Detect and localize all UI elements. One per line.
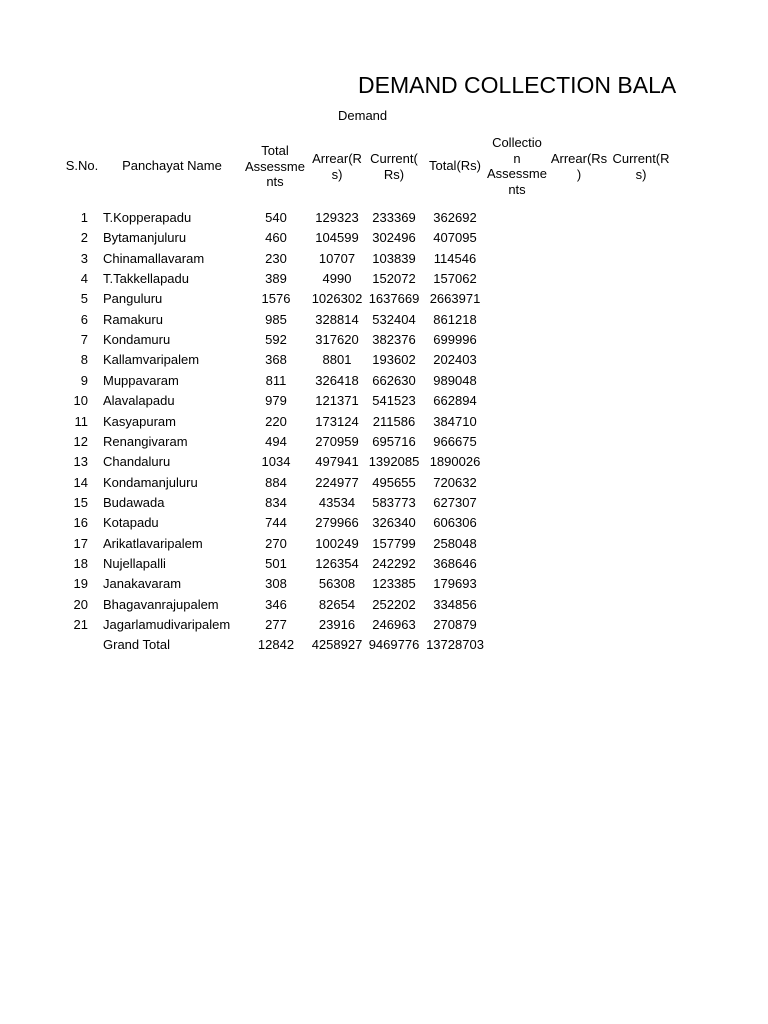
cell-total-assessments: 220 <box>265 413 287 429</box>
cell-sno: 21 <box>73 617 88 632</box>
cell-total: 270879 <box>433 617 477 632</box>
cell-sno: 11 <box>74 413 88 429</box>
cell-total: 699996 <box>433 332 477 348</box>
cell-panchayat-name: Budawada <box>103 494 165 510</box>
cell-current: 1392085 <box>368 454 420 470</box>
cell-sno: 12 <box>73 433 88 449</box>
cell-total: 258048 <box>433 535 477 551</box>
cell-total: 606306 <box>433 515 477 531</box>
cell-total-assessments: 389 <box>265 271 287 287</box>
cell-panchayat-name: Kasyapuram <box>103 413 176 429</box>
cell-total-assessments: 884 <box>265 474 287 490</box>
cell-total-assessments: 744 <box>265 515 287 531</box>
cell-panchayat-name: Alavalapadu <box>103 393 175 409</box>
cell-total: 179693 <box>433 576 477 592</box>
cell-arrear: 126354 <box>315 555 359 571</box>
cell-arrear: 224977 <box>315 474 359 490</box>
cell-sno: 7 <box>80 332 88 348</box>
cell-total-assessments: 230 <box>265 250 287 266</box>
cell-total: 662894 <box>433 393 477 409</box>
cell-sno: 18 <box>73 555 88 571</box>
header-collection-assessments: Collectio n Assessme nts <box>487 135 547 197</box>
cell-total-assessments: 540 <box>265 210 287 225</box>
cell-panchayat-name: Bytamanjuluru <box>103 230 187 246</box>
grand-total-arrear: 4258927 <box>311 637 363 653</box>
cell-panchayat-name: Janakavaram <box>103 576 182 592</box>
grand-total-label: Grand Total <box>103 637 170 653</box>
cell-total-assessments: 368 <box>265 352 287 368</box>
cell-arrear: 497941 <box>315 454 359 470</box>
cell-sno: 15 <box>73 494 88 510</box>
cell-sno: 20 <box>73 596 88 612</box>
cell-total-assessments: 494 <box>265 433 287 449</box>
cell-total: 334856 <box>433 596 477 612</box>
cell-panchayat-name: Nujellapalli <box>103 555 166 571</box>
header-total-assessments: Total Assessme nts <box>245 143 305 189</box>
cell-total: 407095 <box>433 230 477 246</box>
header-collection-arrear: Arrear(Rs ) <box>550 151 608 182</box>
cell-current: 152072 <box>372 271 416 287</box>
cell-total-assessments: 308 <box>265 576 287 592</box>
cell-total: 966675 <box>433 433 477 449</box>
cell-arrear: 326418 <box>315 372 359 388</box>
cell-total-assessments: 834 <box>265 494 287 510</box>
cell-panchayat-name: T.Kopperapadu <box>103 210 192 225</box>
cell-arrear: 121371 <box>315 393 359 409</box>
cell-total-assessments: 270 <box>265 535 287 551</box>
cell-sno: 2 <box>80 230 88 246</box>
cell-total-assessments: 979 <box>265 393 287 409</box>
cell-panchayat-name: Panguluru <box>103 291 163 307</box>
cell-arrear: 43534 <box>318 494 356 510</box>
cell-sno: 13 <box>73 454 88 470</box>
cell-arrear: 328814 <box>315 311 359 327</box>
cell-arrear: 104599 <box>315 230 359 246</box>
cell-sno: 10 <box>73 393 88 409</box>
cell-current: 326340 <box>372 515 416 531</box>
cell-panchayat-name: Kondamuru <box>103 332 171 348</box>
cell-current: 583773 <box>372 494 416 510</box>
cell-current: 382376 <box>372 332 416 348</box>
header-total-rs: Total(Rs) <box>428 158 481 173</box>
cell-total: 114546 <box>433 250 477 266</box>
cell-total: 202403 <box>433 352 477 368</box>
cell-current: 302496 <box>372 230 416 246</box>
cell-arrear: 56308 <box>318 576 356 592</box>
cell-current: 532404 <box>372 311 416 327</box>
cell-total-assessments: 1576 <box>261 291 291 307</box>
cell-arrear: 1026302 <box>311 291 363 307</box>
cell-arrear: 317620 <box>315 332 359 348</box>
header-collection-current: Current(R s) <box>612 151 670 182</box>
cell-panchayat-name: Jagarlamudivaripalem <box>103 617 231 632</box>
cell-arrear: 100249 <box>315 535 359 551</box>
cell-total: 384710 <box>433 413 477 429</box>
cell-sno: 17 <box>73 535 88 551</box>
cell-total: 1890026 <box>429 454 481 470</box>
cell-sno: 16 <box>73 515 88 531</box>
cell-panchayat-name: Chandaluru <box>103 454 171 470</box>
cell-total: 720632 <box>433 474 477 490</box>
cell-arrear: 129323 <box>315 210 359 225</box>
cell-current: 662630 <box>372 372 416 388</box>
cell-total: 157062 <box>433 271 477 287</box>
cell-current: 157799 <box>372 535 416 551</box>
cell-sno: 6 <box>80 311 88 327</box>
cell-current: 246963 <box>372 617 416 632</box>
cell-panchayat-name: Kondamanjuluru <box>103 474 198 490</box>
cell-total-assessments: 460 <box>265 230 287 246</box>
header-arrear: Arrear(R s) <box>312 151 362 182</box>
cell-current: 1637669 <box>368 291 420 307</box>
cell-total: 362692 <box>433 210 477 225</box>
demand-group-header: Demand <box>338 108 388 123</box>
cell-total-assessments: 985 <box>265 311 287 327</box>
cell-panchayat-name: Arikatlavaripalem <box>103 535 203 551</box>
cell-panchayat-name: Muppavaram <box>103 372 179 388</box>
cell-sno: 14 <box>73 474 88 490</box>
cell-sno: 1 <box>80 210 88 225</box>
cell-total-assessments: 346 <box>265 596 287 612</box>
cell-sno: 19 <box>73 576 88 592</box>
cell-total-assessments: 1034 <box>261 454 291 470</box>
cell-arrear: 279966 <box>315 515 359 531</box>
cell-total: 368646 <box>433 555 477 571</box>
grand-total-assessments: 12842 <box>257 637 295 653</box>
cell-total: 627307 <box>433 494 477 510</box>
cell-total-assessments: 277 <box>265 617 287 632</box>
cell-panchayat-name: Ramakuru <box>103 311 163 327</box>
cell-arrear: 82654 <box>318 596 356 612</box>
cell-total-assessments: 811 <box>265 372 287 388</box>
cell-total: 861218 <box>433 311 477 327</box>
cell-arrear: 173124 <box>315 413 359 429</box>
cell-sno: 9 <box>80 372 88 388</box>
cell-current: 233369 <box>372 210 416 225</box>
cell-sno: 8 <box>80 352 88 368</box>
cell-arrear: 23916 <box>318 617 356 632</box>
grand-total-current: 9469776 <box>368 637 420 653</box>
cell-panchayat-name: Chinamallavaram <box>103 250 205 266</box>
cell-arrear: 4990 <box>322 271 352 287</box>
header-sno: S.No. <box>65 158 99 173</box>
cell-current: 103839 <box>372 250 416 266</box>
cell-sno: 4 <box>80 271 88 287</box>
cell-total: 989048 <box>433 372 477 388</box>
header-panchayat-name: Panchayat Name <box>122 158 222 173</box>
cell-sno: 3 <box>80 250 88 266</box>
grand-total-total: 13728703 <box>426 637 484 653</box>
cell-panchayat-name: Kotapadu <box>103 515 159 531</box>
cell-sno: 5 <box>80 291 88 307</box>
cell-current: 252202 <box>372 596 416 612</box>
cell-current: 242292 <box>372 555 416 571</box>
cell-current: 541523 <box>372 393 416 409</box>
report-title: DEMAND COLLECTION BALA <box>358 72 677 98</box>
cell-current: 123385 <box>372 576 416 592</box>
cell-panchayat-name: T.Takkellapadu <box>103 271 189 287</box>
cell-current: 211586 <box>372 413 416 429</box>
cell-current: 495655 <box>372 474 416 490</box>
cell-current: 193602 <box>372 352 416 368</box>
cell-arrear: 8801 <box>322 352 352 368</box>
cell-arrear: 270959 <box>315 433 359 449</box>
cell-panchayat-name: Kallamvaripalem <box>103 352 200 368</box>
cell-total-assessments: 592 <box>265 332 287 348</box>
cell-arrear: 10707 <box>318 250 356 266</box>
cell-current: 695716 <box>372 433 416 449</box>
cell-panchayat-name: Renangivaram <box>103 433 188 449</box>
cell-total-assessments: 501 <box>265 555 287 571</box>
cell-total: 2663971 <box>429 291 481 307</box>
cell-panchayat-name: Bhagavanrajupalem <box>103 596 219 612</box>
header-current: Current( Rs) <box>370 151 418 182</box>
